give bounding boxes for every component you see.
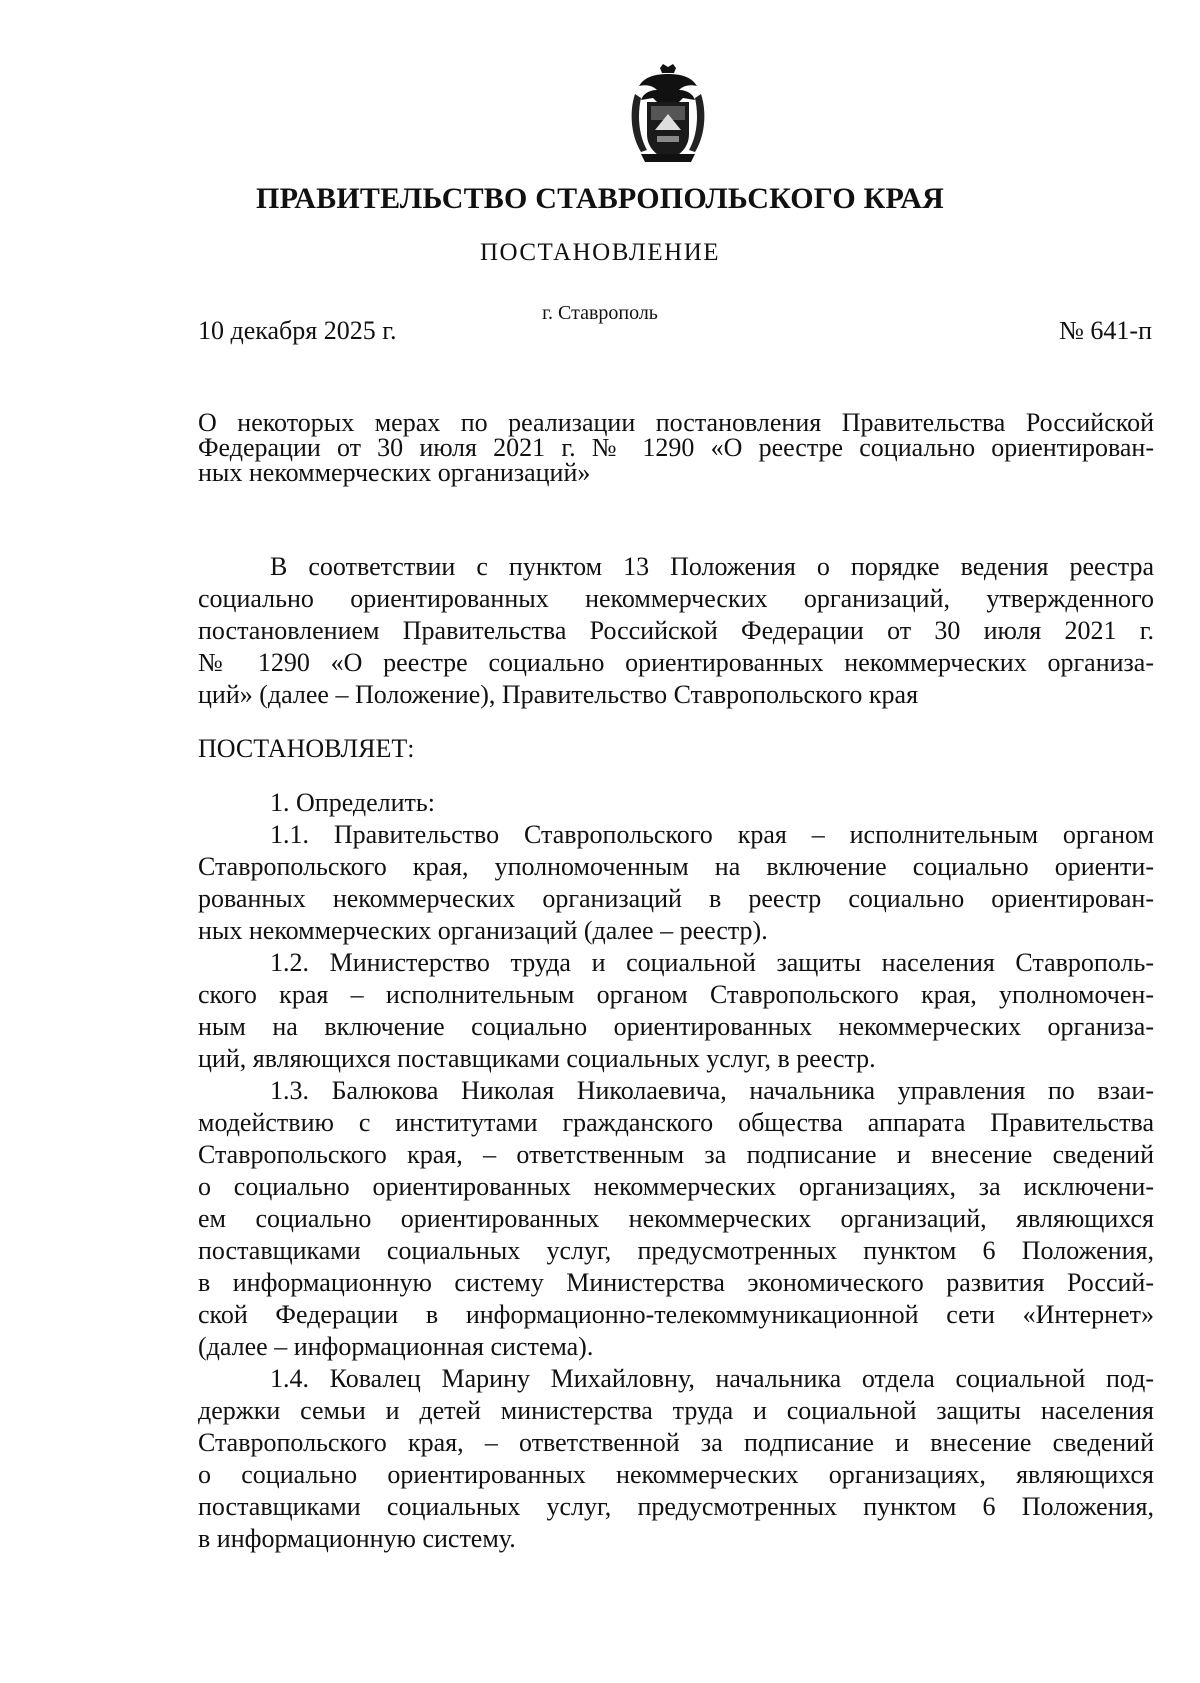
item-1-1-line: ных некоммерческих организаций (далее – реестр). xyxy=(198,916,768,945)
subject-line: Федерации от 30 июля 2021 г. № 1290 «О реестре социально ориентирован- xyxy=(198,433,1154,462)
preamble-line: социально ориентированных некоммерческих организаций, утвержденного xyxy=(198,584,1154,613)
subject-line: ных некоммерческих организаций» xyxy=(198,458,591,487)
item-1-2-line: ций, являющихся поставщиками социальных услуг, в реестр. xyxy=(198,1044,876,1073)
item-1-3-line: (далее – информационная система). xyxy=(198,1332,594,1361)
document-date: 10 декабря 2025 г. xyxy=(198,316,397,345)
stavropol-coat-of-arms-icon xyxy=(627,64,709,164)
item-1-1-line: 1.1. Правительство Ставропольского края – исполнительным органом xyxy=(270,820,1154,849)
item-1-4-line: 1.4. Ковалец Марину Михайловну, начальника отдела социальной под- xyxy=(270,1364,1154,1393)
item-1-1-line: Ставропольского края, уполномоченным на включение социально ориенти- xyxy=(198,852,1154,881)
document-subject xyxy=(198,410,1154,485)
preamble-line: ций» (далее – Положение), Правительство Ставропольского края xyxy=(198,680,919,709)
document-body xyxy=(198,551,1154,1555)
subject-line: О некоторых мерах по реализации постановления Правительства Российской xyxy=(198,408,1154,437)
item-1-4-line: о социально ориентированных некоммерческих организациях, являющихся xyxy=(198,1460,1154,1489)
item-1-3-line: поставщиками социальных услуг, предусмотренных пунктом 6 Положения, xyxy=(198,1236,1154,1265)
item-1-3-line: 1.3. Балюкова Николая Николаевича, начальника управления по взаи- xyxy=(270,1076,1154,1105)
item-1-3-line: ем социально ориентированных некоммерческих организаций, являющихся xyxy=(198,1204,1154,1233)
city: г. Ставрополь xyxy=(542,302,658,324)
item-1-3-line: модействию с институтами гражданского общества аппарата Правительства xyxy=(198,1108,1154,1137)
preamble-line: № 1290 «О реестре социально ориентированных некоммерческих организа- xyxy=(198,648,1154,677)
item-1-4-line: держки семьи и детей министерства труда и социальной защиты населения xyxy=(198,1396,1154,1425)
item-1-3-line: в информационную систему Министерства экономического развития Россий- xyxy=(198,1268,1154,1297)
item-1-3-line: ской Федерации в информационно-телекоммуникационной сети «Интернет» xyxy=(198,1300,1154,1329)
item-1-2-line: ным на включение социально ориентированных некоммерческих организа- xyxy=(198,1012,1154,1041)
item-1-4-line: Ставропольского края, – ответственной за подписание и внесение сведений xyxy=(198,1428,1154,1457)
item-1-3-line: о социально ориентированных некоммерческих организациях, за исключени- xyxy=(198,1172,1154,1201)
item-1-3-line: Ставропольского края, – ответственным за подписание и внесение сведений xyxy=(198,1140,1154,1169)
document-type: ПОСТАНОВЛЕНИЕ xyxy=(479,239,721,266)
preamble-line: В соответствии с пунктом 13 Положения о порядке ведения реестра xyxy=(270,552,1154,581)
resolves-heading: ПОСТАНОВЛЯЕТ: xyxy=(198,734,415,763)
government-title: ПРАВИТЕЛЬСТВО СТАВРОПОЛЬСКОГО КРАЯ xyxy=(256,182,944,215)
item-1-4-line: поставщиками социальных услуг, предусмотренных пунктом 6 Положения, xyxy=(198,1492,1154,1521)
item-1-4-line: в информационную систему. xyxy=(198,1524,516,1553)
document-number: № 641-п xyxy=(1059,316,1152,345)
item-1-1-line: рованных некоммерческих организаций в реестр социально ориентирован- xyxy=(198,884,1154,913)
item-1-2-line: 1.2. Министерство труда и социальной защиты населения Ставрополь- xyxy=(270,948,1154,977)
preamble-line: постановлением Правительства Российской Федерации от 30 июля 2021 г. xyxy=(198,616,1154,645)
item-1: 1. Определить: xyxy=(270,788,435,817)
item-1-2-line: ского края – исполнительным органом Ставропольского края, уполномочен- xyxy=(198,980,1154,1009)
